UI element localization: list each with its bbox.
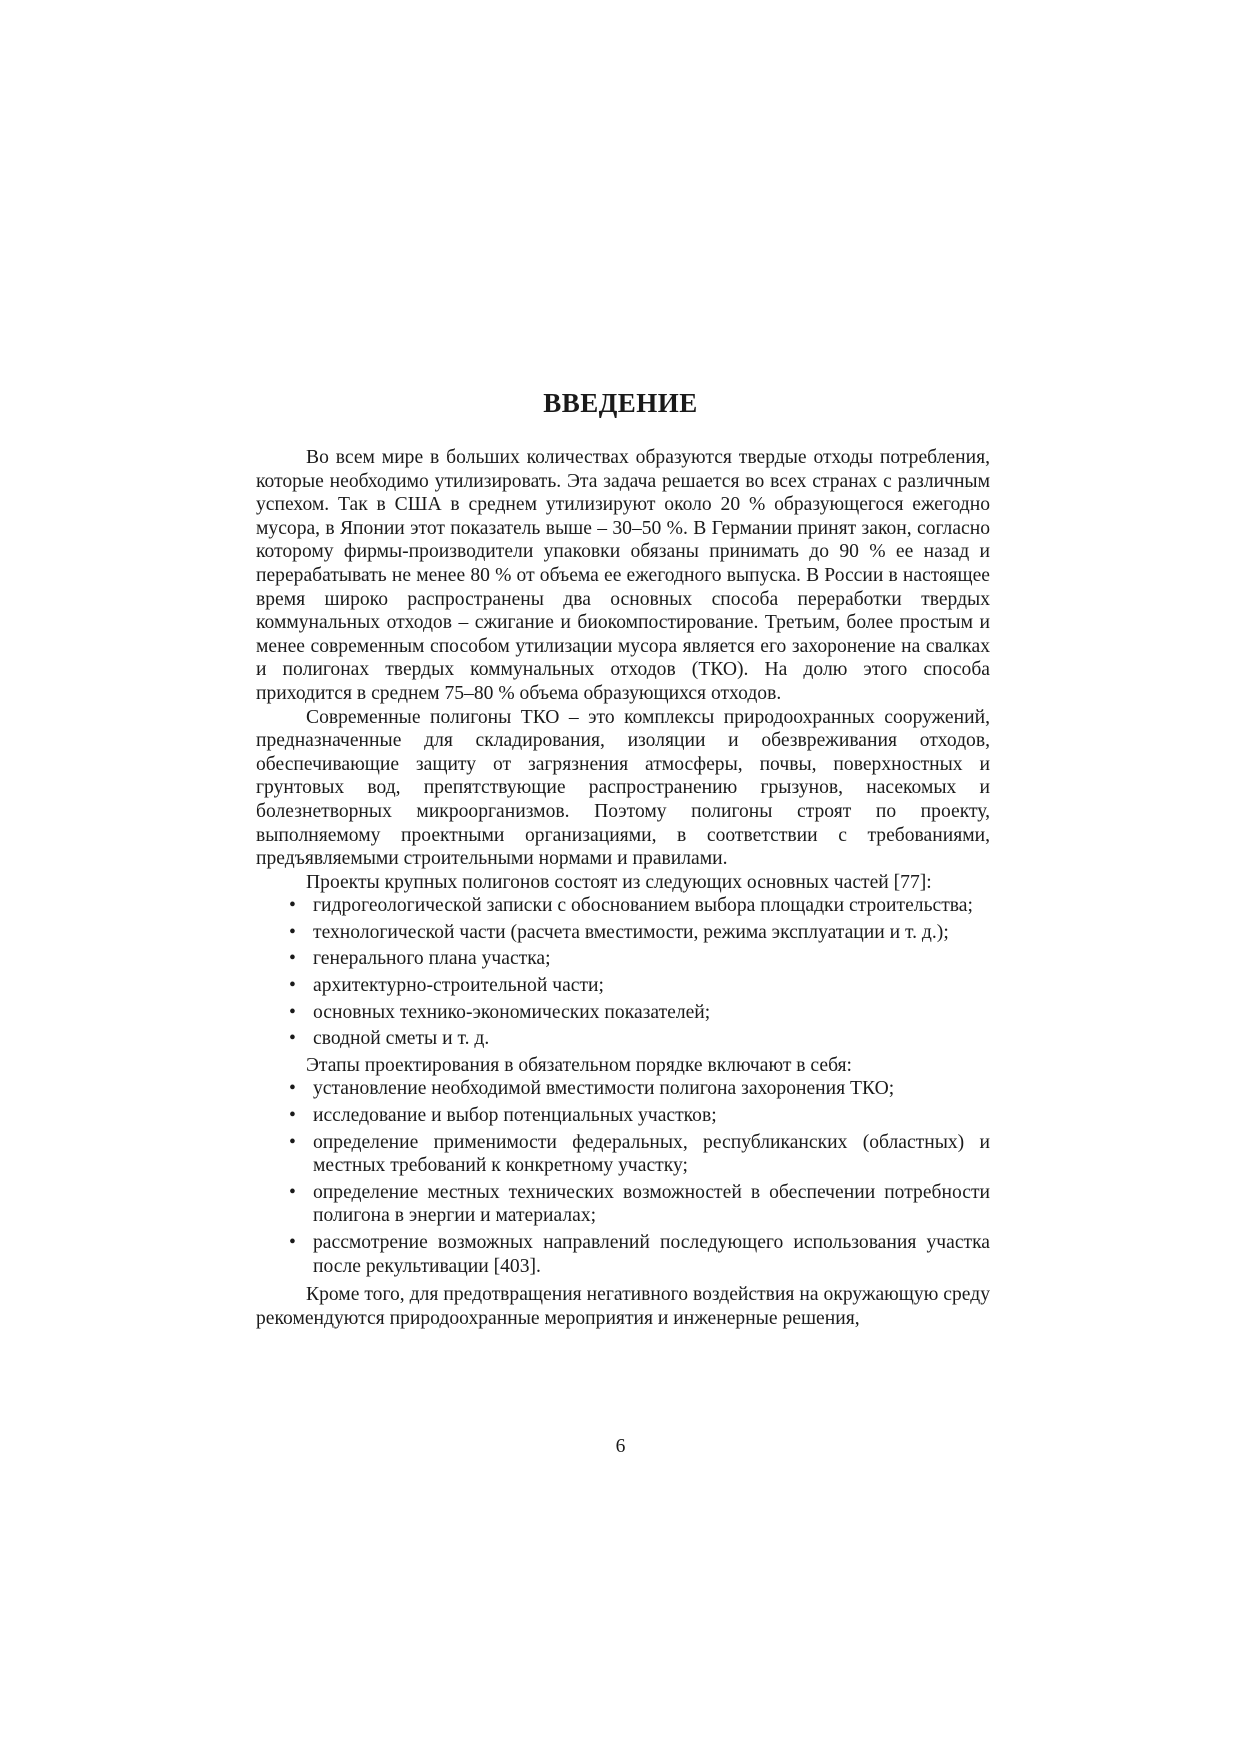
list-item: • основных технико-экономических показателей; [313,1001,990,1025]
list-item: • гидрогеологической записки с обоснованием выбора площадки строительства; [313,894,990,918]
list-item: • установление необходимой вместимости полигона захоронения ТКО; [313,1077,990,1101]
list-item: • исследование и выбор потенциальных участков; [313,1104,990,1128]
list-item: • рассмотрение возможных направлений последующего использования участка после рекультивации [403]. [313,1231,990,1278]
list-item: • определение местных технических возможностей в обеспечении потребности полигона в энергии и материалах; [313,1181,990,1228]
paragraph-intro: Во всем мире в больших количествах образуются твердые отходы потребления, которые необходимо утилизировать. Эта задача решается во всех странах с различным успехом. Так в США в среднем утилизируют около 20 % образующегося ежегодно мусора, в Японии этот показатель выше – 30–50 %. В Германии принят закон, согласно которому фирмы-производители упаковки обязаны принимать до 90 % ее назад и перерабатывать не менее 80 % от объема ее ежегодного выпуска. В России в настоящее время широко распространены два основных способа переработки твердых коммунальных отходов – сжигание и биокомпостирование. Третьим, более простым и менее современным способом утилизации мусора является его захоронение на свалках и полигонах твердых коммунальных отходов (ТКО). На долю этого способа приходится в среднем 75–80 % объема образующихся отходов. [256,447,990,704]
list-item: • генерального плана участка; [313,947,990,971]
page-number: 6 [615,1436,626,1457]
body-text [256,446,990,1330]
project-parts-list [256,894,990,1051]
list-item: • сводной сметы и т. д. [313,1027,990,1051]
paragraph-polygons: Современные полигоны ТКО – это комплексы природоохранных сооружений, предназначенные для складирования, изоляции и обезвреживания отходов, обеспечивающие защиту от загрязнения атмосферы, почвы, поверхностных и грунтовых вод, препятствующие распространению грызунов, насекомых и болезнетворных микроорганизмов. Поэтому полигоны строят по проекту, выполняемому проектными организациями, в соответствии с требованиями, предъявляемыми строительными нормами и правилами. [256,706,990,870]
design-stages-list [256,1077,990,1278]
paragraph-project-parts: Проекты крупных полигонов состоят из следующих основных частей [77]: [306,871,932,893]
page-title: ВВЕДЕНИЕ [543,388,698,418]
list-item: • определение применимости федеральных, республиканских (областных) и местных требований к конкретному участку; [313,1131,990,1178]
list-item: • технологической части (расчета вместимости, режима эксплуатации и т. д.); [313,921,990,945]
paragraph-stages: Этапы проектирования в обязательном порядке включают в себя: [306,1054,853,1076]
list-item: • архитектурно-строительной части; [313,974,990,998]
paragraph-closing: Кроме того, для предотвращения негативного воздействия на окружающую среду рекомендуются природоохранные мероприятия и инженерные решения, [256,1284,990,1329]
